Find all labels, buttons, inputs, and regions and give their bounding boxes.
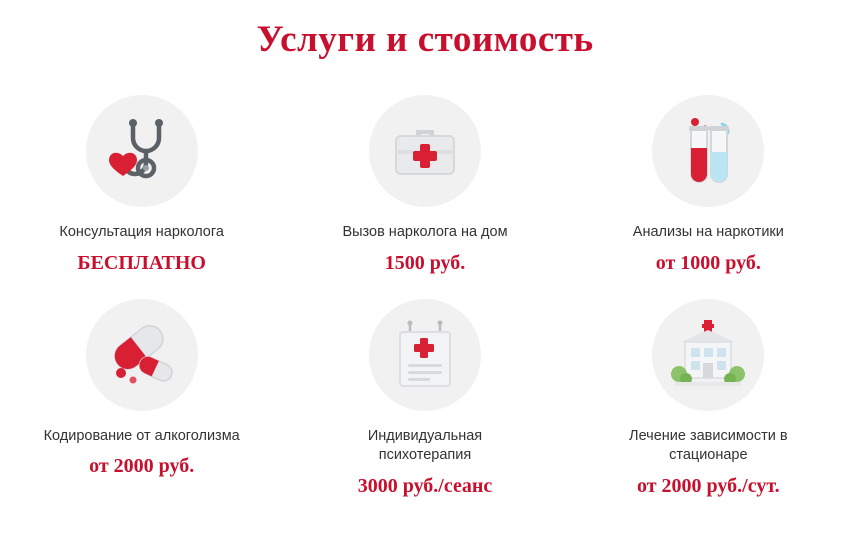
page-title: Услуги и стоимость bbox=[256, 19, 594, 60]
hospital-building-icon bbox=[669, 316, 747, 394]
test-tubes-icon bbox=[669, 112, 747, 190]
service-card-drug-tests[interactable] bbox=[567, 95, 850, 275]
service-title: Лечение зависимости в стационаре bbox=[629, 427, 788, 464]
service-price: 1500 руб. bbox=[384, 251, 466, 274]
service-title: Индивидуальная психотерапия bbox=[367, 427, 483, 464]
icon-circle bbox=[369, 95, 481, 207]
service-price: БЕСПЛАТНО bbox=[77, 251, 206, 274]
service-title: Анализы на наркотики bbox=[632, 224, 784, 240]
service-price: 3000 руб./сеанс bbox=[357, 474, 493, 497]
service-card-consultation[interactable] bbox=[0, 95, 283, 275]
services-grid bbox=[0, 95, 850, 498]
service-card-home-visit[interactable] bbox=[283, 95, 566, 275]
service-title: Кодирование от алкоголизма bbox=[43, 427, 240, 444]
stethoscope-heart-icon bbox=[103, 112, 181, 190]
icon-circle bbox=[369, 299, 481, 411]
service-price: от 1000 руб. bbox=[655, 251, 761, 274]
icon-circle bbox=[652, 299, 764, 411]
service-card-inpatient[interactable] bbox=[567, 299, 850, 498]
service-price: от 2000 руб. bbox=[89, 455, 195, 478]
first-aid-kit-icon bbox=[386, 112, 464, 190]
medical-document-icon bbox=[386, 316, 464, 394]
pills-capsules-icon bbox=[103, 316, 181, 394]
service-card-coding[interactable] bbox=[0, 299, 283, 498]
icon-circle bbox=[86, 95, 198, 207]
service-price: от 2000 руб./сут. bbox=[637, 474, 780, 497]
service-card-psychotherapy[interactable] bbox=[283, 299, 566, 498]
icon-circle bbox=[652, 95, 764, 207]
service-title: Вызов нарколога на дом bbox=[342, 224, 508, 240]
icon-circle bbox=[86, 299, 198, 411]
service-title: Консультация нарколога bbox=[59, 224, 224, 240]
